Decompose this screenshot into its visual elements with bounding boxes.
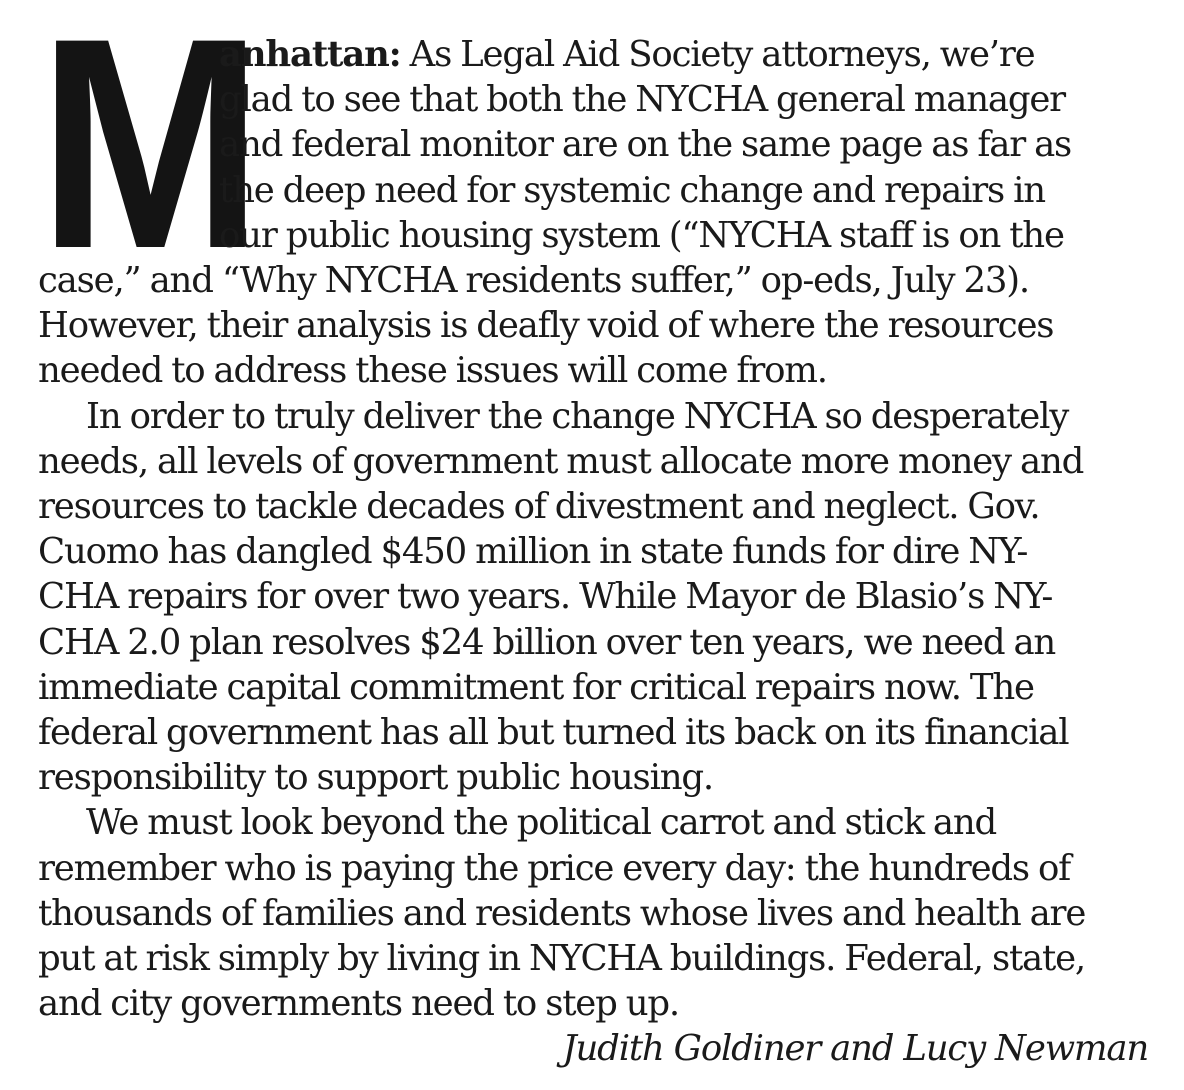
text-line: However, their analysis is deafly void of where the resources — [38, 305, 1054, 347]
text-line: needs, all levels of government must allocate more money and — [38, 440, 1084, 482]
text-line: and city governments need to step up. — [38, 983, 679, 1025]
paragraph-2 — [38, 394, 1148, 801]
drop-cap: M — [38, 0, 262, 311]
text-line: resources to tackle decades of divestment and neglect. Gov. — [38, 486, 1040, 528]
lead-word: anhattan: — [219, 34, 401, 75]
text-line: CHA 2.0 plan resolves $24 billion over ten years, we need an — [38, 621, 1056, 663]
text-line: case,” and “Why NYCHA residents suffer,” op-eds, July 23). — [38, 260, 1029, 301]
text-line: glad to see that both the NYCHA general manager — [219, 79, 1065, 121]
text-line: and federal monitor are on the same page as far as — [219, 124, 1072, 166]
paragraph-3 — [38, 800, 1148, 1026]
text-line: Cuomo has dangled $450 million in state funds for dire NY- — [38, 531, 1028, 573]
letter-article — [38, 0, 1148, 1072]
text-line: In order to truly deliver the change NYCHA so desperately — [86, 395, 1069, 437]
text-line: federal government has all but turned its back on its financial — [38, 712, 1069, 754]
paragraph-1 — [38, 0, 1148, 394]
text-line: We must look beyond the political carrot and stick and — [86, 802, 997, 844]
text-span: As Legal Aid Society attorneys, we’re — [400, 34, 1035, 75]
text-line: the deep need for systemic change and repairs in — [219, 169, 1045, 211]
text-line: our public housing system (“NYCHA staff is on the — [219, 214, 1064, 256]
text-line: immediate capital commitment for critical repairs now. The — [38, 666, 1034, 708]
text-line: remember who is paying the price every day: the hundreds of — [38, 847, 1071, 889]
text-line — [219, 32, 1071, 77]
text-line: needed to address these issues will come from. — [38, 350, 827, 392]
text-line: CHA repairs for over two years. While Mayor de Blasio’s NY- — [38, 576, 1053, 618]
text-line: thousands of families and residents whose lives and health are — [38, 892, 1086, 934]
text-line: responsibility to support public housing. — [38, 757, 714, 799]
signature: Judith Goldiner and Lucy Newman — [562, 1028, 1148, 1070]
text-line: put at risk simply by living in NYCHA buildings. Federal, state, — [38, 938, 1085, 980]
drop-cap-lines — [219, 32, 1071, 258]
